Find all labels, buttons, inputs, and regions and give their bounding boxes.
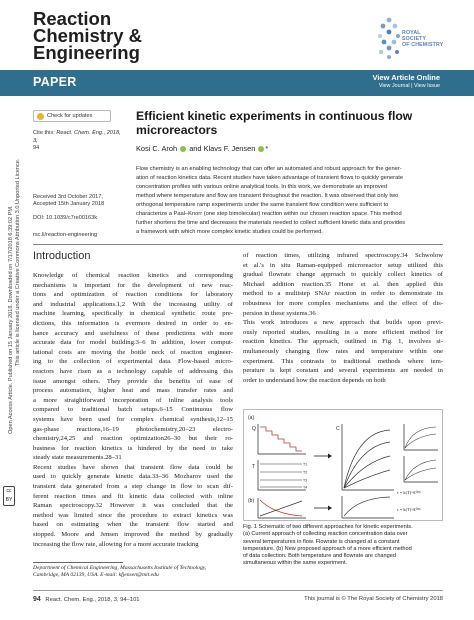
rate-equation: τ = k(T)ᵃA⁰ᴮᵝ (397, 490, 421, 495)
figure-1 (243, 409, 443, 521)
authors (136, 144, 268, 153)
journal-title-line: Chemistry & (33, 25, 142, 46)
body-text-line: Recent studies have shown that transient flow data could be (33, 463, 233, 471)
caption-line: temperature. (b) New proposed approach of a more efficient method (243, 545, 412, 552)
rsc-logo-icon (376, 16, 402, 60)
body-text-line: experiment. This contrasts to traditional methods where tem- (243, 357, 443, 365)
abstract-line: orthogonal temperature ramp experiments under the same transient flow condition were sufficient to (136, 201, 389, 208)
body-text-line: transient data generated from a step change in flow to scan dif- (33, 483, 233, 491)
body-text-line: perature is kept constant and several experiments are needed in (243, 367, 443, 375)
temp-label: T1 (303, 462, 308, 467)
panel-a-label: (a) (248, 415, 255, 421)
body-text-line: dictions, this information is evermore desired in order to en- (33, 319, 233, 327)
body-text-line: and industrial applications.1,2 With the increasing utility of (33, 300, 233, 308)
body-text-line: Michael addition reaction.35 Hone et al. then applied this (243, 280, 443, 288)
author-name[interactable]: and Klavs F. Jensen (187, 144, 256, 153)
c-axis-label: C (336, 426, 340, 432)
body-text-line: persion in these systems.36 (243, 309, 316, 317)
body-text-line: accurate data for model building.3–6 In addition, lower comput- (33, 339, 233, 347)
body-text-line: mechanisms is important for the development of new reac- (33, 281, 233, 289)
orcid-icon[interactable] (258, 146, 264, 152)
body-text-line: steady state measurements.28–31 (33, 454, 122, 462)
abstract (136, 165, 443, 237)
accepted-date: Accepted 15th January 2018 (33, 201, 105, 208)
cc-label: cc (6, 488, 12, 494)
body-text-line: issue amongst others. They provide the benefits of ease of (33, 377, 233, 385)
body-text-line: Knowledge of chemical reaction kinetics and corresponding (33, 272, 233, 279)
body-text-line: order to understand how the reaction depends on both (243, 376, 386, 384)
body-text-line: reaction kinetics. The approach, outlined in Fig. 1, involves si- (243, 338, 443, 346)
flow-step-line (260, 427, 302, 451)
body-column-right (243, 251, 443, 385)
body-text-line: tions and optimization of reaction conditions for laboratory (33, 291, 233, 299)
body-text-line: method was limited since the procedure to extract kinetics was (33, 511, 233, 519)
footer-left (33, 596, 140, 603)
article-title-line: microreactors (136, 123, 218, 137)
caption-line: several temperatures in flow. Flowrate is changed at a constant (243, 538, 400, 545)
body-text-line: ferent reaction times and fit kinetic data collected with inline (33, 492, 233, 500)
journal-title (33, 10, 142, 61)
body-text-line: reactors have risen as a technology capable of addressing this (33, 367, 233, 375)
check-for-updates-button[interactable] (33, 110, 111, 122)
journal-title-line: Engineering (33, 42, 140, 63)
corresponding-mark: * (265, 144, 269, 153)
q-axis-label: Q (252, 426, 256, 432)
view-article-online-link[interactable]: View Article Online (372, 73, 440, 82)
abstract-line: concentration profiles with various online analytical tools. In this work, we demonstrate an improved (136, 183, 388, 190)
figure-1-caption (243, 524, 443, 568)
body-text-line: Raman spectroscopy.32 However it was concluded that the (33, 502, 233, 510)
body-text-line: chemistry,24,25 and reaction optimization26–30 but their ro- (33, 435, 233, 443)
footer-copyright: This journal is © The Royal Society of Chemistry 2018 (304, 596, 443, 602)
abstract-line: a framework with which more complex kinetic studies could be performed. (136, 228, 323, 235)
body-text-line: et al.'s in situ Raman-equipped microreactor setup utilized this (243, 261, 443, 269)
body-text-line: process automation, higher heat and mass transfer rates and (33, 387, 233, 395)
concentration-curve (344, 430, 390, 488)
citation (33, 130, 123, 153)
figure-1-schematic (244, 410, 444, 522)
concentration-curve (405, 434, 436, 448)
body-text-line: gradual flowrate change approach to quickly collect kinetics of (243, 271, 443, 279)
body-text-line: of reaction times, utilizing infrared spectroscopy.34 Schwolow (243, 252, 443, 259)
article-type-label: PAPER (33, 75, 77, 89)
journal-title-line: Reaction (33, 8, 112, 29)
abstract-line: ation of reaction kinetics data. Recent studies have taken advantage of transient flows to quickly generate (136, 174, 404, 181)
rsc-logo (376, 14, 444, 62)
author-name[interactable]: Kosi C. Aroh (136, 144, 178, 153)
arrow-head-icon (328, 506, 332, 511)
panel-b-label: (b) (248, 498, 255, 504)
t-axis-label: T (252, 464, 256, 470)
body-text-line: stopped. Moore and Jensen improved the method by gradually (33, 531, 233, 539)
affiliation-footnote: Department of Chemical Engineering, Massachusetts Institute of Technology, Cambridge, MA 02139, USA. E-mail: kfjensen@mit.edu (33, 565, 207, 578)
caption-line: simultaneous within the same experiment. (243, 560, 348, 567)
body-text-line: ing to the collection of experimental data. Flow-based micro- (33, 358, 233, 366)
body-text-line: hance accuracy and usefulness of these predictions with more (33, 329, 233, 337)
body-text-line: machine learning, specifically in chemical synthetic route pre- (33, 310, 233, 318)
orcid-icon[interactable] (180, 146, 186, 152)
body-text-line: ously reported studies, resulting in a more efficient method for (243, 328, 443, 336)
abstract-line: method where temperature and flow are transient throughout the reaction. It was observed that only two (136, 192, 399, 199)
temp-label: T3 (303, 478, 308, 483)
body-text-line: based on estimating when the transient flow started and (33, 521, 233, 529)
abstract-line: further shortens the time and decreases the materials needed to collect sufficient kinetic data and provides (136, 219, 406, 226)
license-notice[interactable]: This article is licensed under a Creative Commons Attribution 3.0 Unported Licence. (15, 158, 21, 366)
abstract-line: characterize a Paal–Knorr (one step bimolecular) reaction within our chosen reaction space. This method (136, 210, 402, 217)
publisher-line: OF CHEMISTRY (402, 42, 444, 48)
footnote-divider (33, 562, 123, 563)
body-text-line: tational costs are moving the bottle neck of reaction engineer- (33, 348, 233, 356)
by-label: BY (5, 497, 13, 503)
paper-banner (0, 70, 474, 96)
received-date: Received 3rd October 2017, (33, 194, 103, 200)
temperature-ramp-line (260, 501, 302, 516)
temp-label: T2 (303, 470, 308, 475)
section-heading-introduction: Introduction (33, 250, 91, 262)
arrow-head-icon (328, 454, 332, 459)
body-text-line: increasing the flow rate, allowing for a more accurate tracking (33, 540, 199, 548)
cc-license-icon[interactable] (3, 486, 15, 506)
temp-label: T4 (303, 485, 308, 490)
journal-link[interactable]: rsc.li/reaction-engineering (33, 232, 98, 238)
check-updates-label: Check for updates (47, 113, 93, 119)
body-text-line: gas-phase reactions,16–19 photochemistry,20–23 electro- (33, 425, 233, 433)
body-text-line: compared to traditional batch setups.6–15 Continuous flow (33, 406, 233, 414)
body-text-line: robustness for more complex mechanisms and the effect of dis- (243, 299, 443, 307)
cite-ref: React. Chem. Eng., 2018, 3, (33, 130, 121, 144)
body-text-line: a more straightforward incorporation of inline analysis tools (33, 396, 233, 404)
caption-line: of data collection. Both temperature and flowrate are changed (243, 553, 396, 560)
abstract-line: Flow chemistry is an enabling technology that can offer an automated and robust approach for the gener- (136, 166, 402, 172)
body-text-line: multaneously changing flow rates and temperature within one (243, 347, 443, 355)
body-text-line: systems have been used for complex chemical synthesis,12–15 (33, 415, 233, 423)
doi[interactable]: DOI: 10.1039/c7re00163k (33, 215, 98, 221)
body-text-line: method to a multistep SNAr reaction in order to demonstrate its (243, 290, 443, 298)
cite-page: 94 (33, 145, 40, 151)
footer-citation: React. Chem. Eng., 2018, 3, 94–101 (45, 597, 140, 603)
crossmark-icon (37, 113, 44, 120)
concentration-curve (344, 497, 390, 516)
body-text-line: This work introduces a new approach that builds upon previ- (243, 319, 443, 327)
article-title-line: Efficient kinetic experiments in continuous flow (136, 109, 413, 123)
publisher-line: ROYAL SOCIETY (402, 30, 427, 42)
page-number: 94 (33, 596, 41, 603)
caption-line: (a) Current approach of collecting reaction concentration data over (243, 531, 408, 538)
concentration-curve (405, 468, 436, 480)
received-dates (33, 194, 128, 209)
rate-equation: τ = k(T)ᵃA⁰ᴮᵝ (397, 507, 421, 512)
footer-divider (33, 590, 443, 591)
view-online-links (372, 73, 440, 89)
caption-line: Fig. 1 Schematic of two different approaches for kinetic experiments. (243, 524, 413, 530)
body-text-line: used to quickly generate kinetic data.33–36 Mozharov used the (33, 473, 233, 481)
body-column-left (33, 271, 233, 549)
view-journal-issue-link[interactable]: View Journal | View Issue (378, 83, 440, 89)
rsc-logo-text (402, 30, 444, 48)
open-access-sidebar (0, 104, 21, 574)
cite-prefix: Cite this: (33, 130, 57, 136)
open-access-notice[interactable]: Open Access Article. Published on 15 January 2018. Downloaded on 7/17/2018 6:39:02 PM. (8, 205, 14, 434)
article-title (136, 109, 446, 137)
body-text-line: bustness for reaction kinetics is hindered by the need to take (33, 444, 233, 452)
divider (33, 244, 443, 245)
